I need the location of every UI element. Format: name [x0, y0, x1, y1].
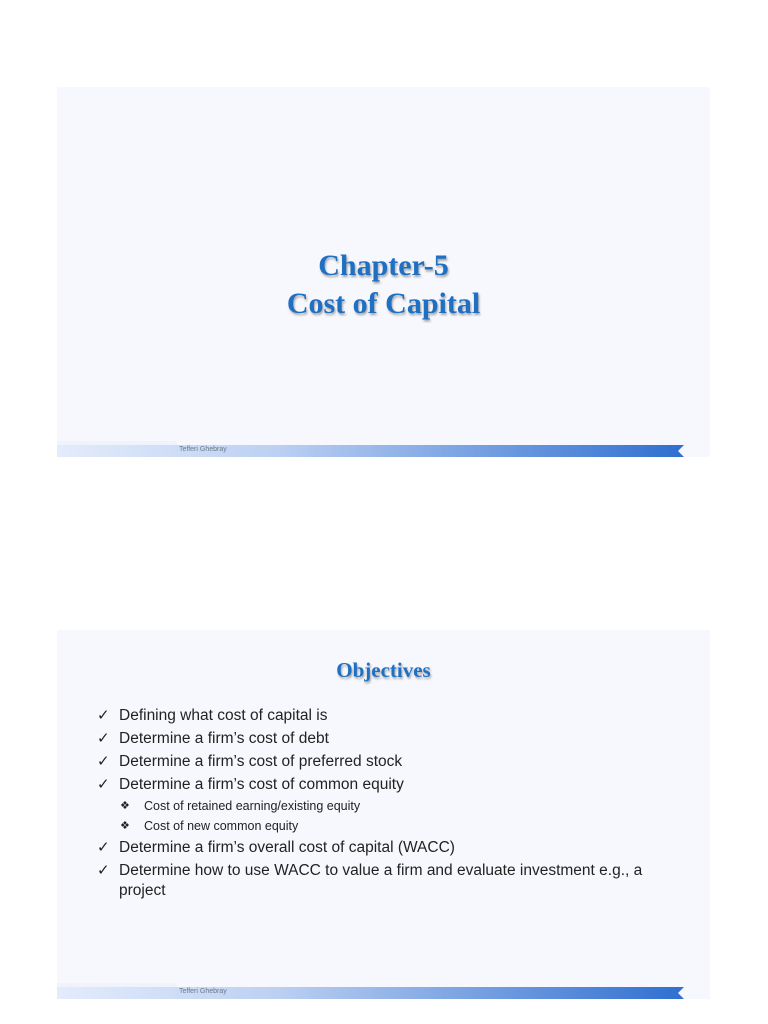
- check-icon: ✓: [97, 839, 110, 856]
- list-item-text: Determine a firm’s cost of common equity: [119, 776, 404, 793]
- check-icon: ✓: [97, 776, 110, 793]
- slide-objectives: [57, 630, 710, 999]
- check-icon: ✓: [97, 730, 110, 747]
- diamond-icon: ❖: [120, 800, 130, 812]
- list-item: [97, 838, 687, 858]
- list-item: [97, 775, 687, 795]
- check-icon: ✓: [97, 862, 110, 879]
- list-item: [97, 729, 687, 749]
- diamond-icon: ❖: [120, 820, 130, 832]
- check-icon: ✓: [97, 753, 110, 770]
- chapter-subtitle: Cost of Capital: [286, 287, 481, 320]
- list-item-text: Determine a firm’s overall cost of capital (WACC): [119, 839, 455, 856]
- chapter-title: Chapter-5: [318, 249, 449, 282]
- objectives-list: [97, 706, 687, 904]
- footer-bar: [57, 441, 710, 457]
- list-item-text: Determine a firm’s cost of preferred stock: [119, 753, 403, 770]
- sub-item-text: Cost of retained earning/existing equity: [144, 799, 361, 813]
- sub-item-text: Cost of new common equity: [144, 819, 299, 833]
- slide-title: [57, 87, 710, 457]
- footer-author: Tefferi Ghebray: [179, 446, 227, 453]
- objectives-heading: Objectives: [336, 658, 431, 682]
- list-item-text: Determine a firm’s cost of debt: [119, 730, 329, 747]
- footer-author: Tefferi Ghebray: [179, 988, 227, 995]
- list-item: [97, 706, 687, 726]
- check-icon: ✓: [97, 707, 110, 724]
- list-item-text: Determine how to use WACC to value a firm and evaluate investment e.g., a project: [119, 862, 643, 899]
- list-item: [97, 861, 687, 901]
- list-item: [97, 752, 687, 772]
- sub-list-item: [97, 798, 687, 814]
- slide-title-text: [57, 247, 710, 323]
- sub-list-item: [97, 818, 687, 834]
- footer-bar: [57, 983, 710, 999]
- list-item-text: Defining what cost of capital is: [119, 707, 328, 724]
